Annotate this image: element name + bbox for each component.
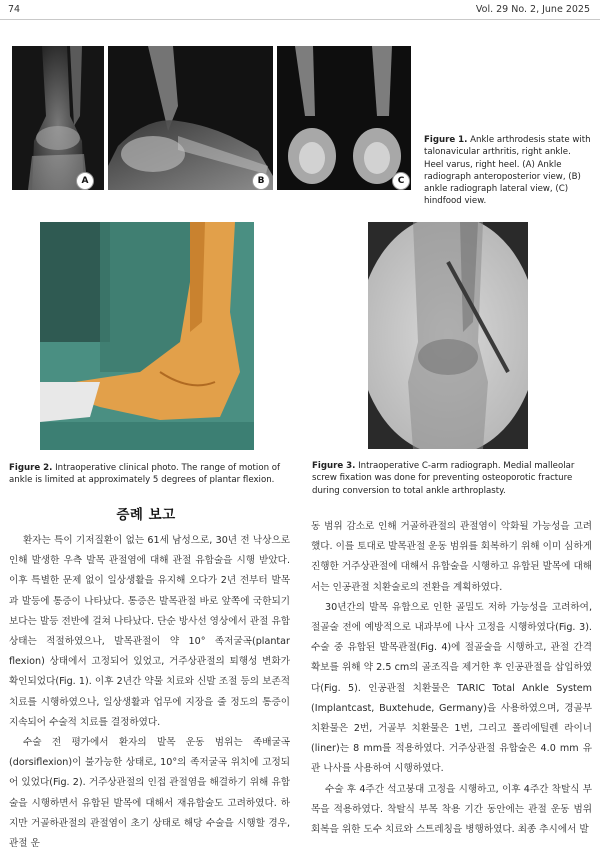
figure1-panel-a-radiograph xyxy=(12,46,104,190)
paragraph: 수술 후 4주간 석고붕대 고정을 시행하고, 이후 4주간 착탈식 부목을 적용하였다. 착탈식 부목 착용 기간 동안에는 관절 운동 범위 회복을 위한 도수 치료와 스트레칭을 병행하였다. 최종 추시에서 발 xyxy=(311,783,592,836)
figure2-caption-label: Figure 2. xyxy=(9,463,53,473)
body-left-column xyxy=(9,531,290,854)
figure1-label-b: B xyxy=(252,172,270,190)
section-title: 증례 보고 xyxy=(116,507,176,523)
figure1-panel-b-radiograph xyxy=(108,46,273,190)
figure2-caption-text: Intraoperative clinical photo. The range of motion of ankle is limited at approximately 5 degrees of plantar flexion. xyxy=(9,463,281,486)
figure2-clinical-photo xyxy=(40,222,254,450)
figure3-carm-radiograph xyxy=(368,222,528,449)
figure1-panel-c-radiograph xyxy=(277,46,411,190)
paragraph: 수술 전 평가에서 환자의 발목 운동 범위는 족배굴곡(dorsiflexion)이 불가능한 상태로, 10°의 족저굴곡 위치에 고정되어 있었다(Fig. 2). 거주상관절의 인접 관절염을 해결하기 위해 유합술을 시행하면서 유합된 발목에 대해서 재유합술도 고려하였다. 하지만 거골하관절의 관절염이 초기 상태로 해당 수술을 시행할 경우, 관절 운 xyxy=(9,737,290,850)
paragraph: 동 범위 감소로 인해 거골하관절의 관절염이 악화될 가능성을 고려했다. 이를 토대로 발목관절 운동 범위를 회복하기 위해 이미 심하게 진행한 거주상관절에 대해서 유합술을 시행하고 유합된 발목에 대해서는 인공관절 치환술로의 전환을 계획하였다. xyxy=(311,521,592,593)
figure3-caption-text: Intraoperative C-arm radiograph. Medial malleolar screw fixation was done for preventing osteoporotic fracture during conversion to total ankle arthroplasty. xyxy=(312,461,575,496)
body-right-column xyxy=(311,517,592,840)
figure1-label-a: A xyxy=(76,172,94,190)
figure1-label-c: C xyxy=(392,172,410,190)
paragraph: 환자는 특이 기저질환이 없는 61세 남성으로, 30년 전 낙상으로 인해 발생한 우측 발목 관절염에 대해 관절 유합술을 시행 받았다. 이후 특별한 문제 없이 일상생활을 유지해 오다가 2년 전부터 발목과 발등에 통증이 나타났다. 통증은 발목관절 바로 앞쪽에 국한되기보다는 발등 전반에 걸쳐 나타났다. 단순 방사선 영상에서 관절 유합 상태는 적절하였으나, 발목관절이 약 10° 족저굴곡(plantar flexion) 상태에서 고정되어 있었고, 거주상관절의 퇴행성 변화가 확인되었다(Fig. 1). 이후 2년간 약물 치료와 신발 조절 등의 보존적 치료를 시행하였으나, 일상생활과 업무에 지장을 줄 정도의 통증이 지속되어 수술적 치료를 결정하였다. xyxy=(9,535,290,728)
figure2-caption xyxy=(9,462,291,487)
journal-info: Vol. 29 No. 2, June 2025 xyxy=(475,4,590,15)
figure1-caption xyxy=(424,134,592,208)
figure3-caption xyxy=(312,460,594,497)
header-divider xyxy=(0,19,600,20)
figure1-caption-text: Ankle arthrodesis state with talonavicular arthritis, right ankle. Heel varus, right heel. (A) Ankle radiograph anteroposterior view, (B) ankle radiograph lateral view, (C) hindfood view. xyxy=(424,135,591,207)
figure3-caption-label: Figure 3. xyxy=(312,461,356,471)
page-number: 74 xyxy=(8,4,21,15)
paragraph: 30년간의 발목 유합으로 인한 골밀도 저하 가능성을 고려하여, 절골술 전에 예방적으로 내과부에 나사 고정을 시행하였다(Fig. 3). 수술 중 유합된 발목관절(Fig. 4)에 절골술을 시행하고, 관절 간격 확보를 위해 약 2.5 cm의 골조직을 제거한 후 인공관절을 삽입하였다(Fig. 5). 인공관절 치환물은 TARIC Total Ankle System (Implantcast, Buxtehude, Germany)을 사용하였으며, 경골부 치환물은 2번, 거골부 치환물은 1번, 그리고 폴리에틸렌 라이너(liner)는 8 mm를 적용하였다. 거주상관절 유합술은 4.0 mm 유관 나사를 사용하여 시행하였다. xyxy=(311,601,592,775)
figure1-caption-label: Figure 1. xyxy=(424,135,468,145)
